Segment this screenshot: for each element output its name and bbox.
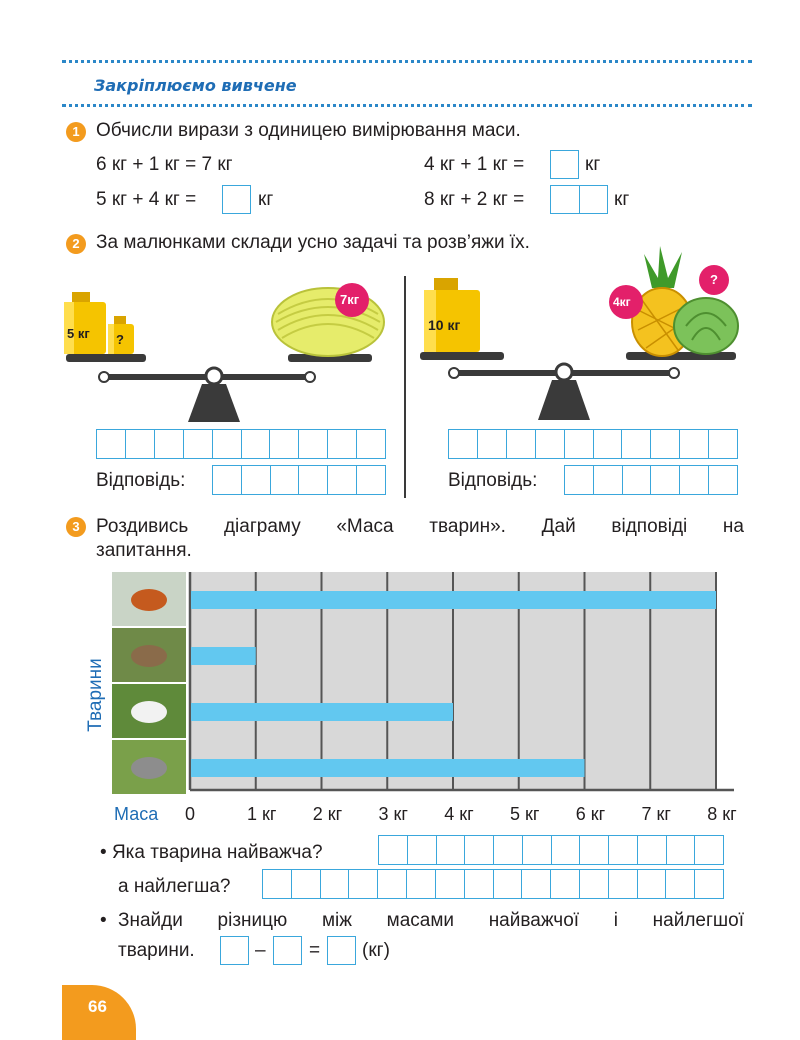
bar-hedgehog-photo	[191, 647, 256, 665]
question-2-line1: Знайди різницю між масами найважчої і найлегшої	[118, 910, 744, 931]
heaviest-animal-answer-grid[interactable]	[378, 835, 724, 865]
answer-box-d[interactable]	[550, 185, 608, 214]
task-2-text: За малюнками склади усно задачі та розв’яжи їх.	[96, 232, 530, 253]
task-1-text: Обчисли вирази з одиницею вимірювання маси.	[96, 120, 521, 141]
sticker-question-label: ?	[710, 272, 718, 287]
difference-box-result[interactable]	[327, 936, 356, 965]
y-axis-label-wrap	[84, 628, 108, 768]
right-scale-base	[538, 380, 590, 420]
left-answer-grid[interactable]	[212, 465, 386, 495]
question-1: • Яка тварина найважча?	[100, 842, 323, 863]
right-right-pan	[626, 352, 736, 360]
question-1b-text: а найлегша?	[118, 876, 231, 897]
question-2-bullet: •	[100, 910, 107, 931]
animal-mass-chart	[112, 570, 752, 832]
difference-box-heaviest[interactable]	[220, 936, 249, 965]
expression-d: 8 кг + 2 кг =	[424, 189, 525, 210]
x-tick-label: 7 кг	[641, 804, 671, 824]
unit-c: кг	[258, 189, 274, 210]
sticker-7kg-label: 7кг	[340, 292, 360, 307]
lightest-animal-answer-grid[interactable]	[262, 869, 724, 899]
x-tick-label: 5 кг	[510, 804, 540, 824]
x-tick-label: 8 кг	[707, 804, 737, 824]
difference-unit: (кг)	[362, 940, 390, 961]
weight-unknown-label: ?	[116, 332, 124, 347]
section-title: Закріплюємо вивчене	[94, 76, 297, 95]
unit-d: кг	[614, 189, 630, 210]
x-tick-label: 6 кг	[575, 804, 606, 824]
task-3-text-line1: Роздивись діаграму «Маса тварин». Дай відповіді на	[96, 516, 744, 537]
minus-sign: –	[255, 940, 266, 961]
equals-sign: =	[309, 940, 321, 961]
right-answer-grid[interactable]	[564, 465, 738, 495]
left-solution-grid[interactable]	[96, 429, 386, 459]
difference-box-lightest[interactable]	[273, 936, 302, 965]
left-pan	[66, 354, 146, 362]
sticker-4kg-label: 4кг	[613, 295, 631, 309]
cabbage-icon	[674, 298, 738, 354]
task-1-number: 1	[66, 122, 86, 142]
bar-fox-photo	[191, 591, 716, 609]
x-tick-label: 0	[184, 804, 196, 824]
right-left-pan	[420, 352, 504, 360]
fox-photo-subject	[131, 589, 167, 611]
weight-10kg-label: 10 кг	[428, 317, 461, 333]
hedgehog-photo-subject	[131, 645, 167, 667]
x-tick-label: 2 кг	[312, 804, 343, 824]
right-answer-label: Відповідь:	[448, 470, 538, 491]
header-dotted-line-bottom	[62, 104, 752, 107]
unit-b: кг	[585, 154, 601, 175]
expression-b: 4 кг + 1 кг =	[424, 154, 525, 175]
x-tick-label: 3 кг	[378, 804, 408, 824]
answer-box-c[interactable]	[222, 185, 251, 214]
raccoon-photo-subject	[131, 757, 167, 779]
task-3-text-line2: запитання.	[96, 540, 192, 561]
answer-box-b[interactable]	[550, 150, 579, 179]
x-tick-label: 4 кг	[444, 804, 474, 824]
question-2-line2: тварини.	[118, 940, 195, 961]
left-answer-label: Відповідь:	[96, 470, 186, 491]
weight-10kg-icon	[424, 278, 480, 352]
expression-c: 5 кг + 4 кг =	[96, 189, 197, 210]
header-dotted-line-top	[62, 60, 752, 63]
question-1-text: Яка тварина найважча?	[111, 842, 323, 863]
task-2-number: 2	[66, 234, 86, 254]
weight-5kg-icon	[64, 292, 106, 354]
expression-a: 6 кг + 1 кг = 7 кг	[96, 154, 233, 175]
x-tick-label: 1 кг	[247, 804, 277, 824]
stork-photo-subject	[131, 701, 167, 723]
bar-raccoon-photo	[191, 759, 585, 777]
y-axis-label: Тварини	[85, 658, 106, 732]
right-scale-illustration	[416, 240, 746, 430]
right-solution-grid[interactable]	[448, 429, 738, 459]
scale-base	[188, 384, 240, 422]
page-number: 66	[62, 985, 136, 1040]
weight-5kg-label: 5 кг	[67, 326, 90, 341]
x-axis-label: Маса	[114, 804, 159, 824]
task-3-number: 3	[66, 517, 86, 537]
task-2-divider	[404, 276, 406, 498]
bar-stork-photo	[191, 703, 453, 721]
